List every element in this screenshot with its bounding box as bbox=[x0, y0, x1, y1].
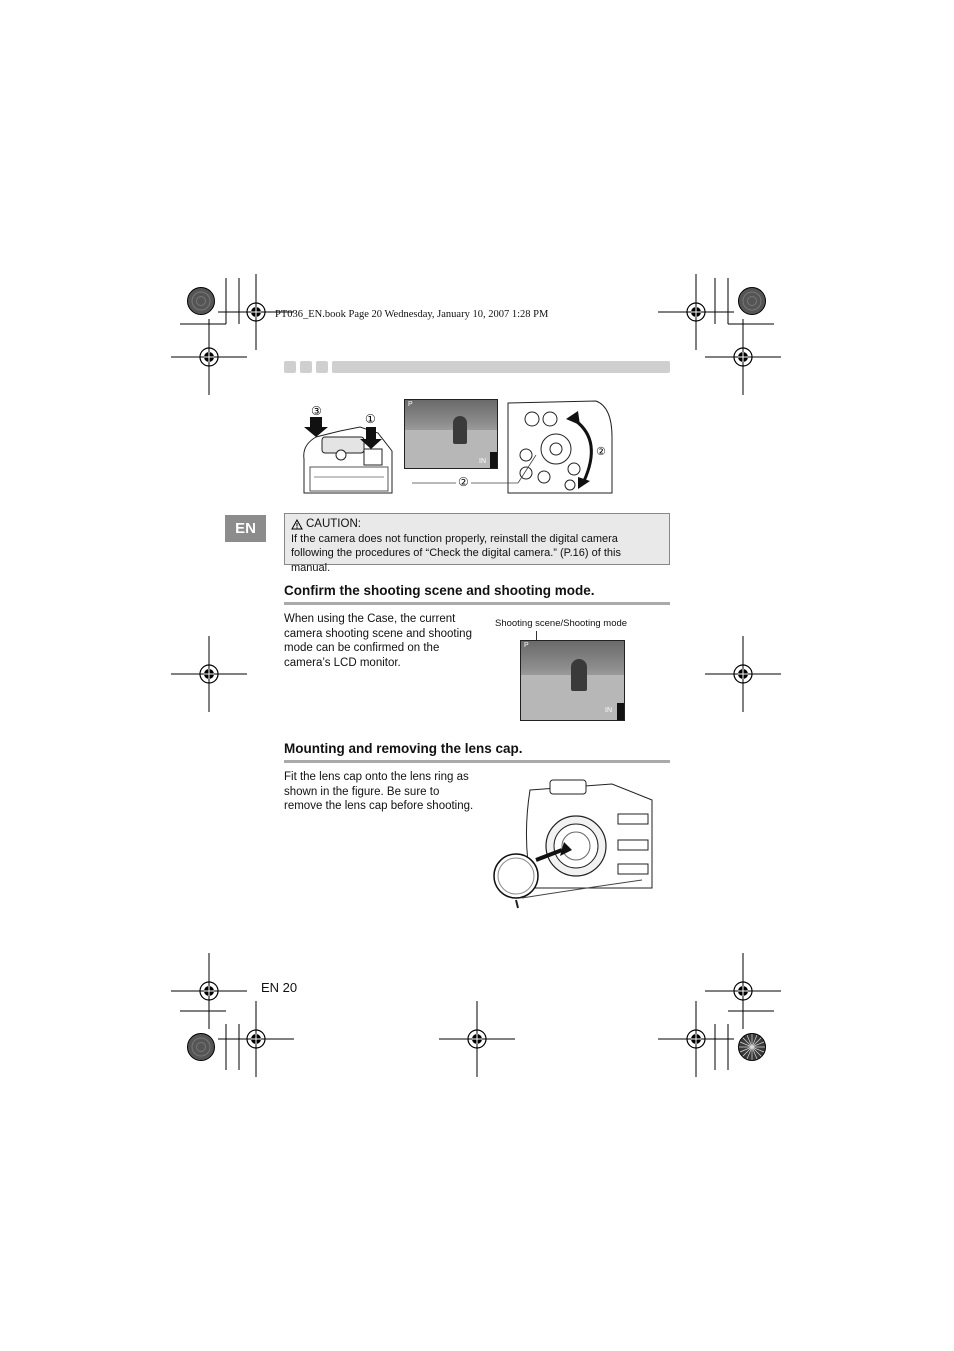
language-tab: EN bbox=[225, 515, 266, 542]
section-title-shooting-mode: Confirm the shooting scene and shooting mode. bbox=[284, 583, 595, 598]
lcd-mode-glyph: P bbox=[524, 642, 529, 649]
figure-camera-controls bbox=[296, 397, 616, 497]
caption-leader-line bbox=[536, 631, 537, 640]
lens-cap-illustration bbox=[492, 770, 657, 910]
callout-2-right: ② bbox=[596, 445, 606, 458]
caution-title: CAUTION: bbox=[306, 518, 361, 530]
lcd-monitor-shooting-mode bbox=[520, 640, 625, 721]
warning-triangle-icon bbox=[291, 519, 303, 530]
person-silhouette bbox=[571, 659, 587, 691]
lcd-quality-glyph: IN bbox=[479, 458, 486, 465]
section-title-lens-cap: Mounting and removing the lens cap. bbox=[284, 741, 523, 756]
caution-heading bbox=[291, 517, 663, 532]
page-number: EN 20 bbox=[261, 980, 298, 995]
section-rule-1 bbox=[284, 602, 670, 605]
section-body-shooting-mode: When using the Case, the current camera shooting scene and shooting mode can be confirmed on the camera’s LCD monitor. bbox=[284, 613, 472, 669]
header-bar-segment-2 bbox=[300, 361, 312, 373]
callout-2-bottom: ② bbox=[458, 475, 469, 489]
header-bar-main bbox=[332, 361, 670, 373]
figure-caption-shooting-scene: Shooting scene/Shooting mode bbox=[495, 618, 628, 629]
section-rule-2 bbox=[284, 760, 670, 763]
section-body-lens-cap: Fit the lens cap onto the lens ring as shown in the figure. Be sure to remove the lens cap before shooting. bbox=[284, 771, 474, 813]
callout-3: ③ bbox=[311, 404, 322, 418]
header-bar-segment-1 bbox=[284, 361, 296, 373]
caution-text: If the camera does not function properly, reinstall the digital camera following the procedures of “Check the digital camera.” (P.16) of this manual. bbox=[291, 532, 621, 574]
lcd-quality-glyph: IN bbox=[605, 707, 612, 714]
callout-1: ① bbox=[365, 412, 376, 426]
lcd-mode-glyph: P bbox=[408, 401, 413, 408]
book-header-line: PT036_EN.book Page 20 Wednesday, January 10, 2007 1:28 PM bbox=[275, 309, 549, 320]
caution-box bbox=[284, 513, 670, 574]
header-bar-segment-3 bbox=[316, 361, 328, 373]
